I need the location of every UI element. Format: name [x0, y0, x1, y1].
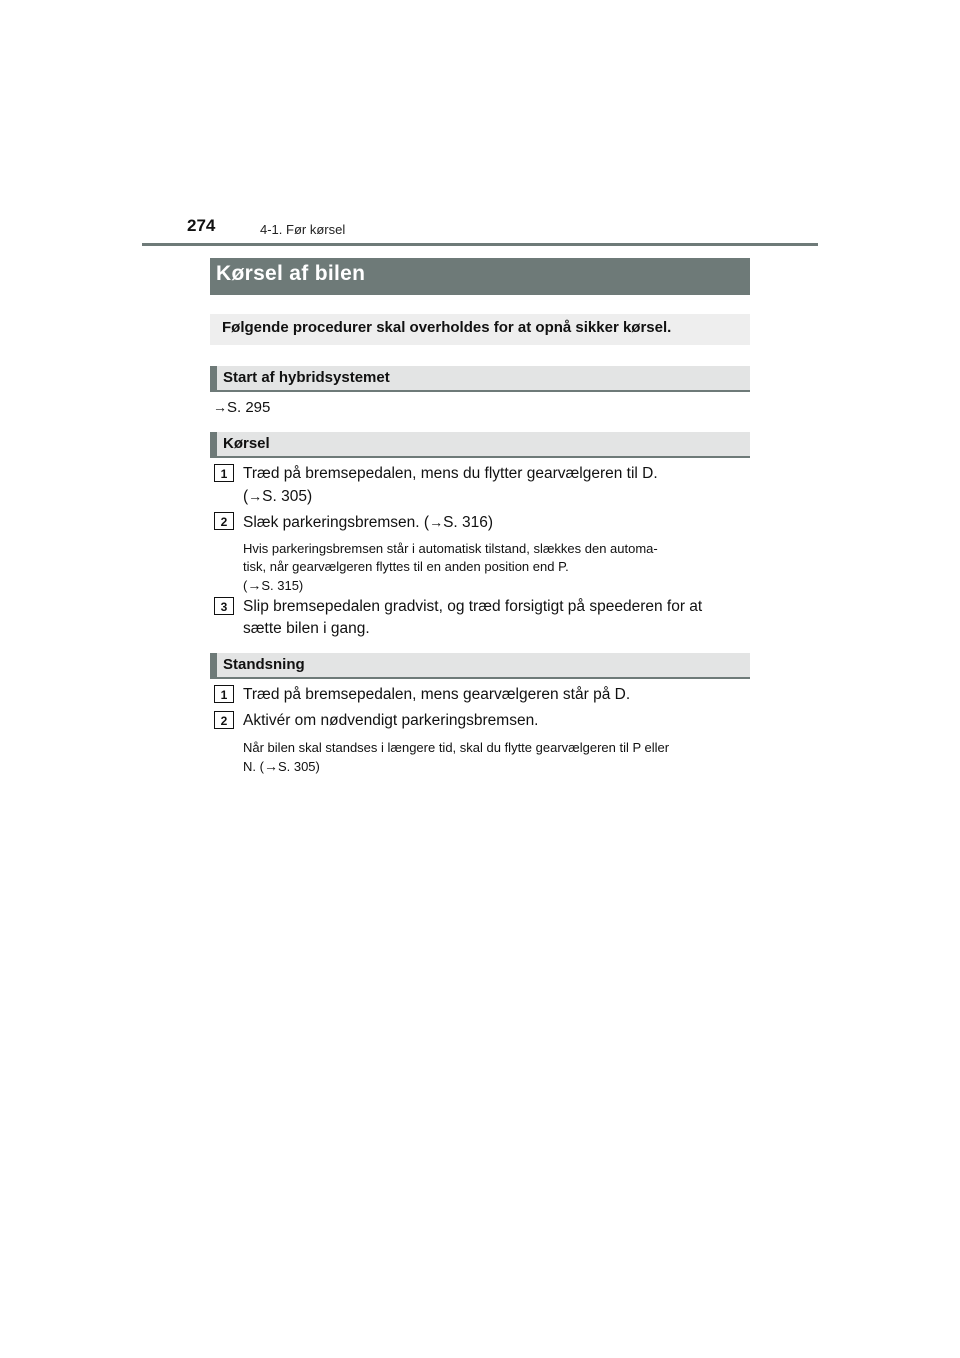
arrow-icon: →	[429, 514, 444, 530]
step-number-badge: 2	[214, 711, 234, 729]
intro-text: Følgende procedurer skal overholdes for at opnå sikker kørsel.	[222, 319, 672, 336]
driving-step-1	[243, 463, 746, 508]
arrow-icon: →	[263, 758, 278, 774]
step-number-badge: 2	[214, 512, 234, 530]
section-heading-driving	[210, 432, 750, 458]
stopping-step-1: Træd på bremsepedalen, mens gearvælgeren står på D.	[243, 686, 631, 703]
section-heading-driving-label: Kørsel	[223, 435, 270, 452]
header-rule	[142, 243, 818, 246]
page-number: 274	[187, 216, 216, 235]
intro-box	[210, 314, 750, 345]
stopping-note: Når bilen skal standses i længere tid, skal du flytte gearvælgeren til P eller N. (→S. 305)	[243, 740, 670, 774]
arrow-icon: →	[247, 577, 262, 593]
chapter-label: 4-1. Før kørsel	[260, 222, 346, 237]
page-title: Kørsel af bilen	[216, 262, 366, 285]
step-number-badge: 1	[214, 464, 234, 482]
driving-step-2: Slæk parkeringsbremsen. (→S. 316)	[243, 514, 494, 531]
driving-step-1-line1: Træd på bremsepedalen, mens du flytter gearvælgeren til D.	[243, 465, 658, 482]
arrow-icon: →	[248, 488, 263, 504]
arrow-icon: →	[213, 399, 227, 415]
start-ref-text: S. 295	[227, 399, 271, 416]
driving-step-3: Slip bremsepedalen gradvist, og træd forsigtigt på speederen for at sætte bilen i gang.	[243, 598, 703, 637]
page-title-bar	[210, 258, 750, 295]
section-heading-stopping	[210, 653, 750, 679]
step-number-badge: 3	[214, 597, 234, 615]
stopping-step-2: Aktivér om nødvendigt parkeringsbremsen.	[243, 712, 539, 729]
section-heading-stopping-label: Standsning	[223, 656, 305, 673]
start-page-reference	[213, 399, 270, 416]
driving-note: Hvis parkeringsbremsen står i automatisk tilstand, slækkes den automa- tisk, når gearvælgeren flyttes til en anden position end P. (→S. 315)	[243, 541, 658, 593]
section-heading-start	[210, 366, 750, 392]
step-number-badge: 1	[214, 685, 234, 703]
driving-step-1-line2: (→S. 305)	[243, 488, 313, 505]
section-heading-start-label: Start af hybridsystemet	[223, 369, 390, 386]
